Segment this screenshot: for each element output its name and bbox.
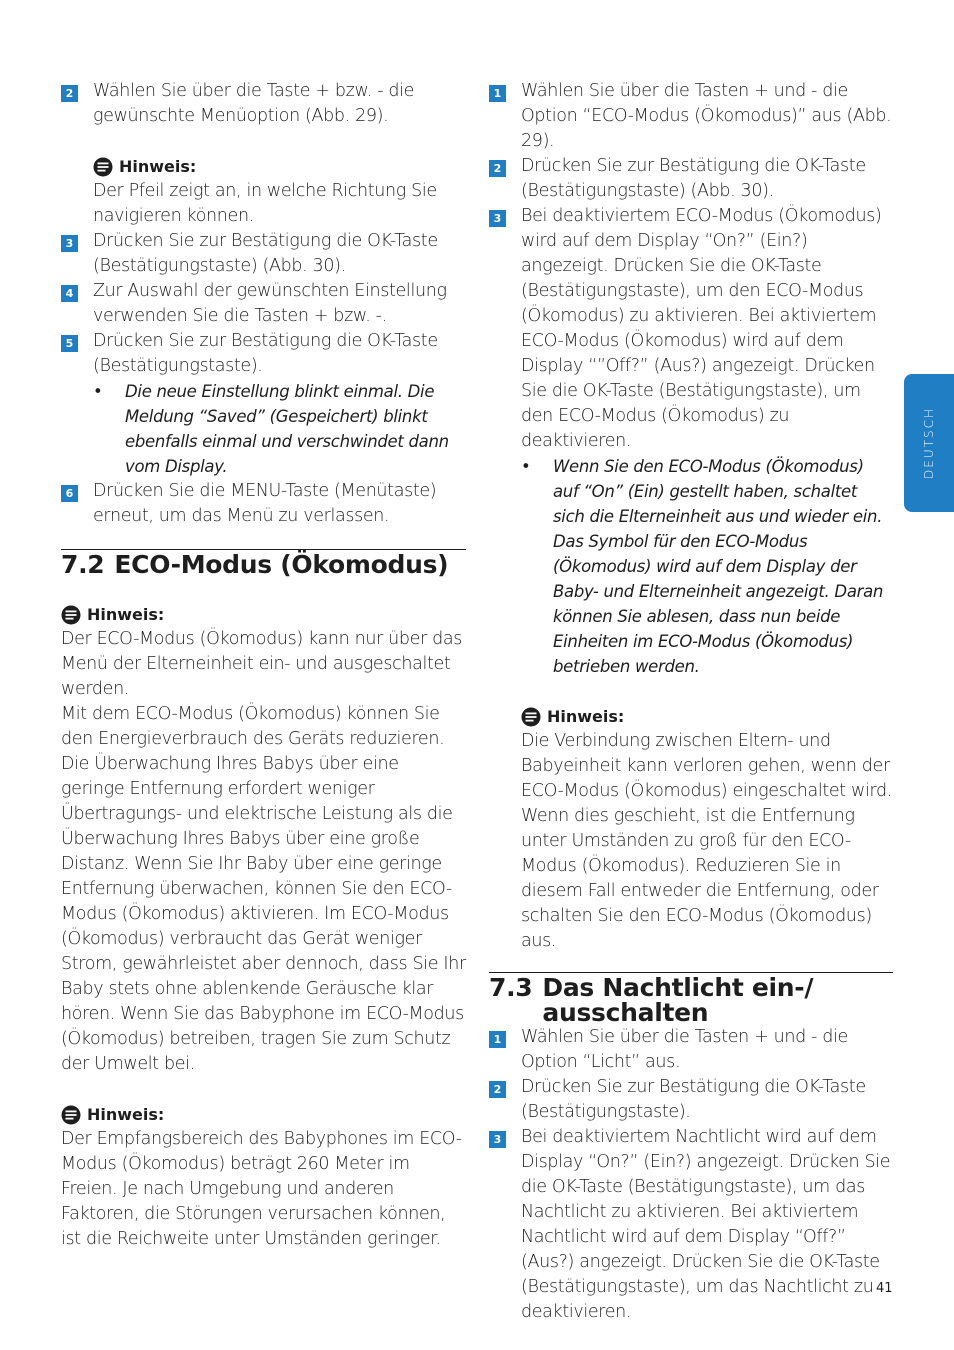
step-number: 2 — [489, 160, 506, 177]
section-title: ECO-Modus (Ökomodus) — [114, 550, 449, 579]
step-item — [489, 1075, 893, 1125]
note-text: Die Verbindung zwischen Eltern- und Babyeinheit kann verloren gehen, wenn der ECO-Modus (Ökomodus) eingeschaltet wird. Wenn dies geschieht, ist die Entfernung unter Umständen zu groß für den ECO-Modus (Ökomodus). Reduzieren Sie in diesem Fall entweder die Entfernung, oder schalten Sie den ECO-Modus (Ökomodus) aus. — [521, 731, 893, 951]
step-number: 3 — [61, 235, 78, 252]
step-text: Drücken Sie zur Bestätigung die OK-Taste (Bestätigungstaste) (Abb. 30). — [93, 231, 438, 276]
body-paragraph: Die Überwachung Ihres Babys über eine geringe Entfernung erfordert weniger Übertragungs- und elektrische Leistung als die Überwachung Ihres Babys über eine große Distanz. Wenn Sie Ihr Baby über eine geringe Entfernung überwachen, können Sie den ECO-Modus (Ökomodus) aktivieren. Im ECO-Modus (Ökomodus) verbraucht das Gerät weniger Strom, gewährleistet aber dennoch, dass Sie Ihr Baby stets ohne ablenkende Geräusche klar hören. Wenn Sie das Babyphone im ECO-Modus (Ökomodus) betreiben, tragen Sie zum Schutz der Umwelt bei. — [61, 754, 466, 1074]
step-text: Drücken Sie zur Bestätigung die OK-Taste (Bestätigungstaste) (Abb. 30). — [521, 156, 866, 201]
bullet-item — [61, 379, 466, 479]
note-icon — [61, 1105, 81, 1125]
bullet-text: Die neue Einstellung blinkt einmal. Die Meldung “Saved” (Gespeichert) blinkt ebenfalls einmal und verschwindet dann vom Display. — [125, 382, 449, 476]
note-icon — [61, 605, 81, 625]
note-block — [61, 154, 466, 229]
note-text: Der ECO-Modus (Ökomodus) kann nur über das Menü der Elterneinheit ein- und ausgeschaltet werden. — [61, 629, 463, 699]
section-number: 7.3 — [489, 973, 533, 1002]
note-title: Hinweis: — [87, 1105, 165, 1124]
step-text: Bei deaktiviertem ECO-Modus (Ökomodus) wird auf dem Display “On?” (Ein?) angezeigt. Drücken Sie die OK-Taste (Bestätigungstaste), um den ECO-Modus (Ökomodus) zu aktivieren. Bei aktiviertem ECO-Modus (Ökomodus) wird auf dem Display “”Off?” (Aus?) angezeigt. Drücken Sie die OK-Taste (Bestätigungstaste), um den ECO-Modus (Ökomodus) zu deaktivieren. — [521, 206, 882, 451]
note-text: Der Pfeil zeigt an, in welche Richtung Sie navigieren können. — [93, 181, 437, 226]
right-column — [489, 79, 893, 1325]
step-number: 1 — [489, 85, 506, 102]
note-heading — [521, 704, 893, 729]
bullet-mark: • — [93, 382, 103, 401]
note-title: Hinweis: — [119, 157, 197, 176]
step-text: Wählen Sie über die Tasten + und - die Option “Licht” aus. — [521, 1027, 848, 1072]
step-item — [61, 229, 466, 279]
note-text: Der Empfangsbereich des Babyphones im ECO-Modus (Ökomodus) beträgt 260 Meter im Freien. Je nach Umgebung und anderen Faktoren, die Störungen verursachen können, ist die Reichweite unter Umständen geringer. — [61, 1129, 462, 1249]
language-tab-label: DEUTSCH — [922, 407, 936, 479]
step-item — [61, 329, 466, 379]
note-icon — [93, 157, 113, 177]
note-icon — [521, 707, 541, 727]
section-title: Das Nachtlicht ein-/ ausschalten — [542, 973, 814, 1027]
step-number: 2 — [61, 85, 78, 102]
note-title: Hinweis: — [547, 707, 625, 726]
note-block — [61, 602, 466, 702]
step-number: 6 — [61, 485, 78, 502]
section-number: 7.2 — [61, 550, 105, 579]
step-text: Wählen Sie über die Tasten + und - die Option “ECO-Modus (Ökomodus)” aus (Abb. 29). — [521, 81, 892, 151]
step-item — [489, 79, 893, 154]
bullet-text: Wenn Sie den ECO-Modus (Ökomodus) auf “On” (Ein) gestellt haben, schaltet sich die Elterneinheit aus und wieder ein. Das Symbol für den ECO-Modus (Ökomodus) wird auf dem Display der Baby- und Elterneinheit angezeigt. Daran können Sie ablesen, dass nun beide Einheiten im ECO-Modus (Ökomodus) betrieben werden. — [553, 457, 884, 676]
step-text: Zur Auswahl der gewünschten Einstellung verwenden Sie die Tasten + bzw. -. — [93, 281, 447, 326]
note-heading — [61, 602, 466, 627]
step-item — [61, 479, 466, 529]
left-column — [61, 79, 466, 1252]
page-number: 41 — [876, 1281, 893, 1296]
step-item — [489, 1125, 893, 1325]
step-text: Bei deaktiviertem Nachtlicht wird auf dem Display “On?” (Ein?) angezeigt. Drücken Sie die OK-Taste (Bestätigungstaste), um das Nachtlicht zu aktivieren. Bei aktiviertem Nachtlicht wird auf dem Display “Off?” (Aus?) angezeigt. Drücken Sie die OK-Taste (Bestätigungstaste), um das Nachtlicht zu deaktivieren. — [521, 1127, 891, 1322]
step-number: 5 — [61, 335, 78, 352]
note-block — [61, 1102, 466, 1252]
step-number: 3 — [489, 1131, 506, 1148]
note-title: Hinweis: — [87, 605, 165, 624]
language-tab — [904, 374, 954, 512]
bullet-item — [489, 454, 893, 679]
step-item — [489, 154, 893, 204]
step-item — [489, 204, 893, 454]
note-heading — [93, 154, 466, 179]
step-item — [489, 1025, 893, 1075]
step-number: 4 — [61, 285, 78, 302]
step-text: Drücken Sie die MENU-Taste (Menütaste) erneut, um das Menü zu verlassen. — [93, 481, 437, 526]
step-number: 3 — [489, 210, 506, 227]
step-text: Drücken Sie zur Bestätigung die OK-Taste (Bestätigungstaste). — [521, 1077, 866, 1122]
step-number: 2 — [489, 1081, 506, 1098]
step-number: 1 — [489, 1031, 506, 1048]
note-block — [489, 704, 893, 954]
section-heading — [61, 549, 466, 577]
step-item — [61, 79, 466, 129]
section-heading — [489, 972, 893, 1025]
bullet-mark: • — [521, 457, 531, 476]
step-text: Wählen Sie über die Taste + bzw. - die gewünschte Menüoption (Abb. 29). — [93, 81, 415, 126]
step-text: Drücken Sie zur Bestätigung die OK-Taste (Bestätigungstaste). — [93, 331, 438, 376]
body-paragraph: Mit dem ECO-Modus (Ökomodus) können Sie den Energieverbrauch des Geräts reduzieren. — [61, 704, 445, 749]
note-heading — [61, 1102, 466, 1127]
step-item — [61, 279, 466, 329]
